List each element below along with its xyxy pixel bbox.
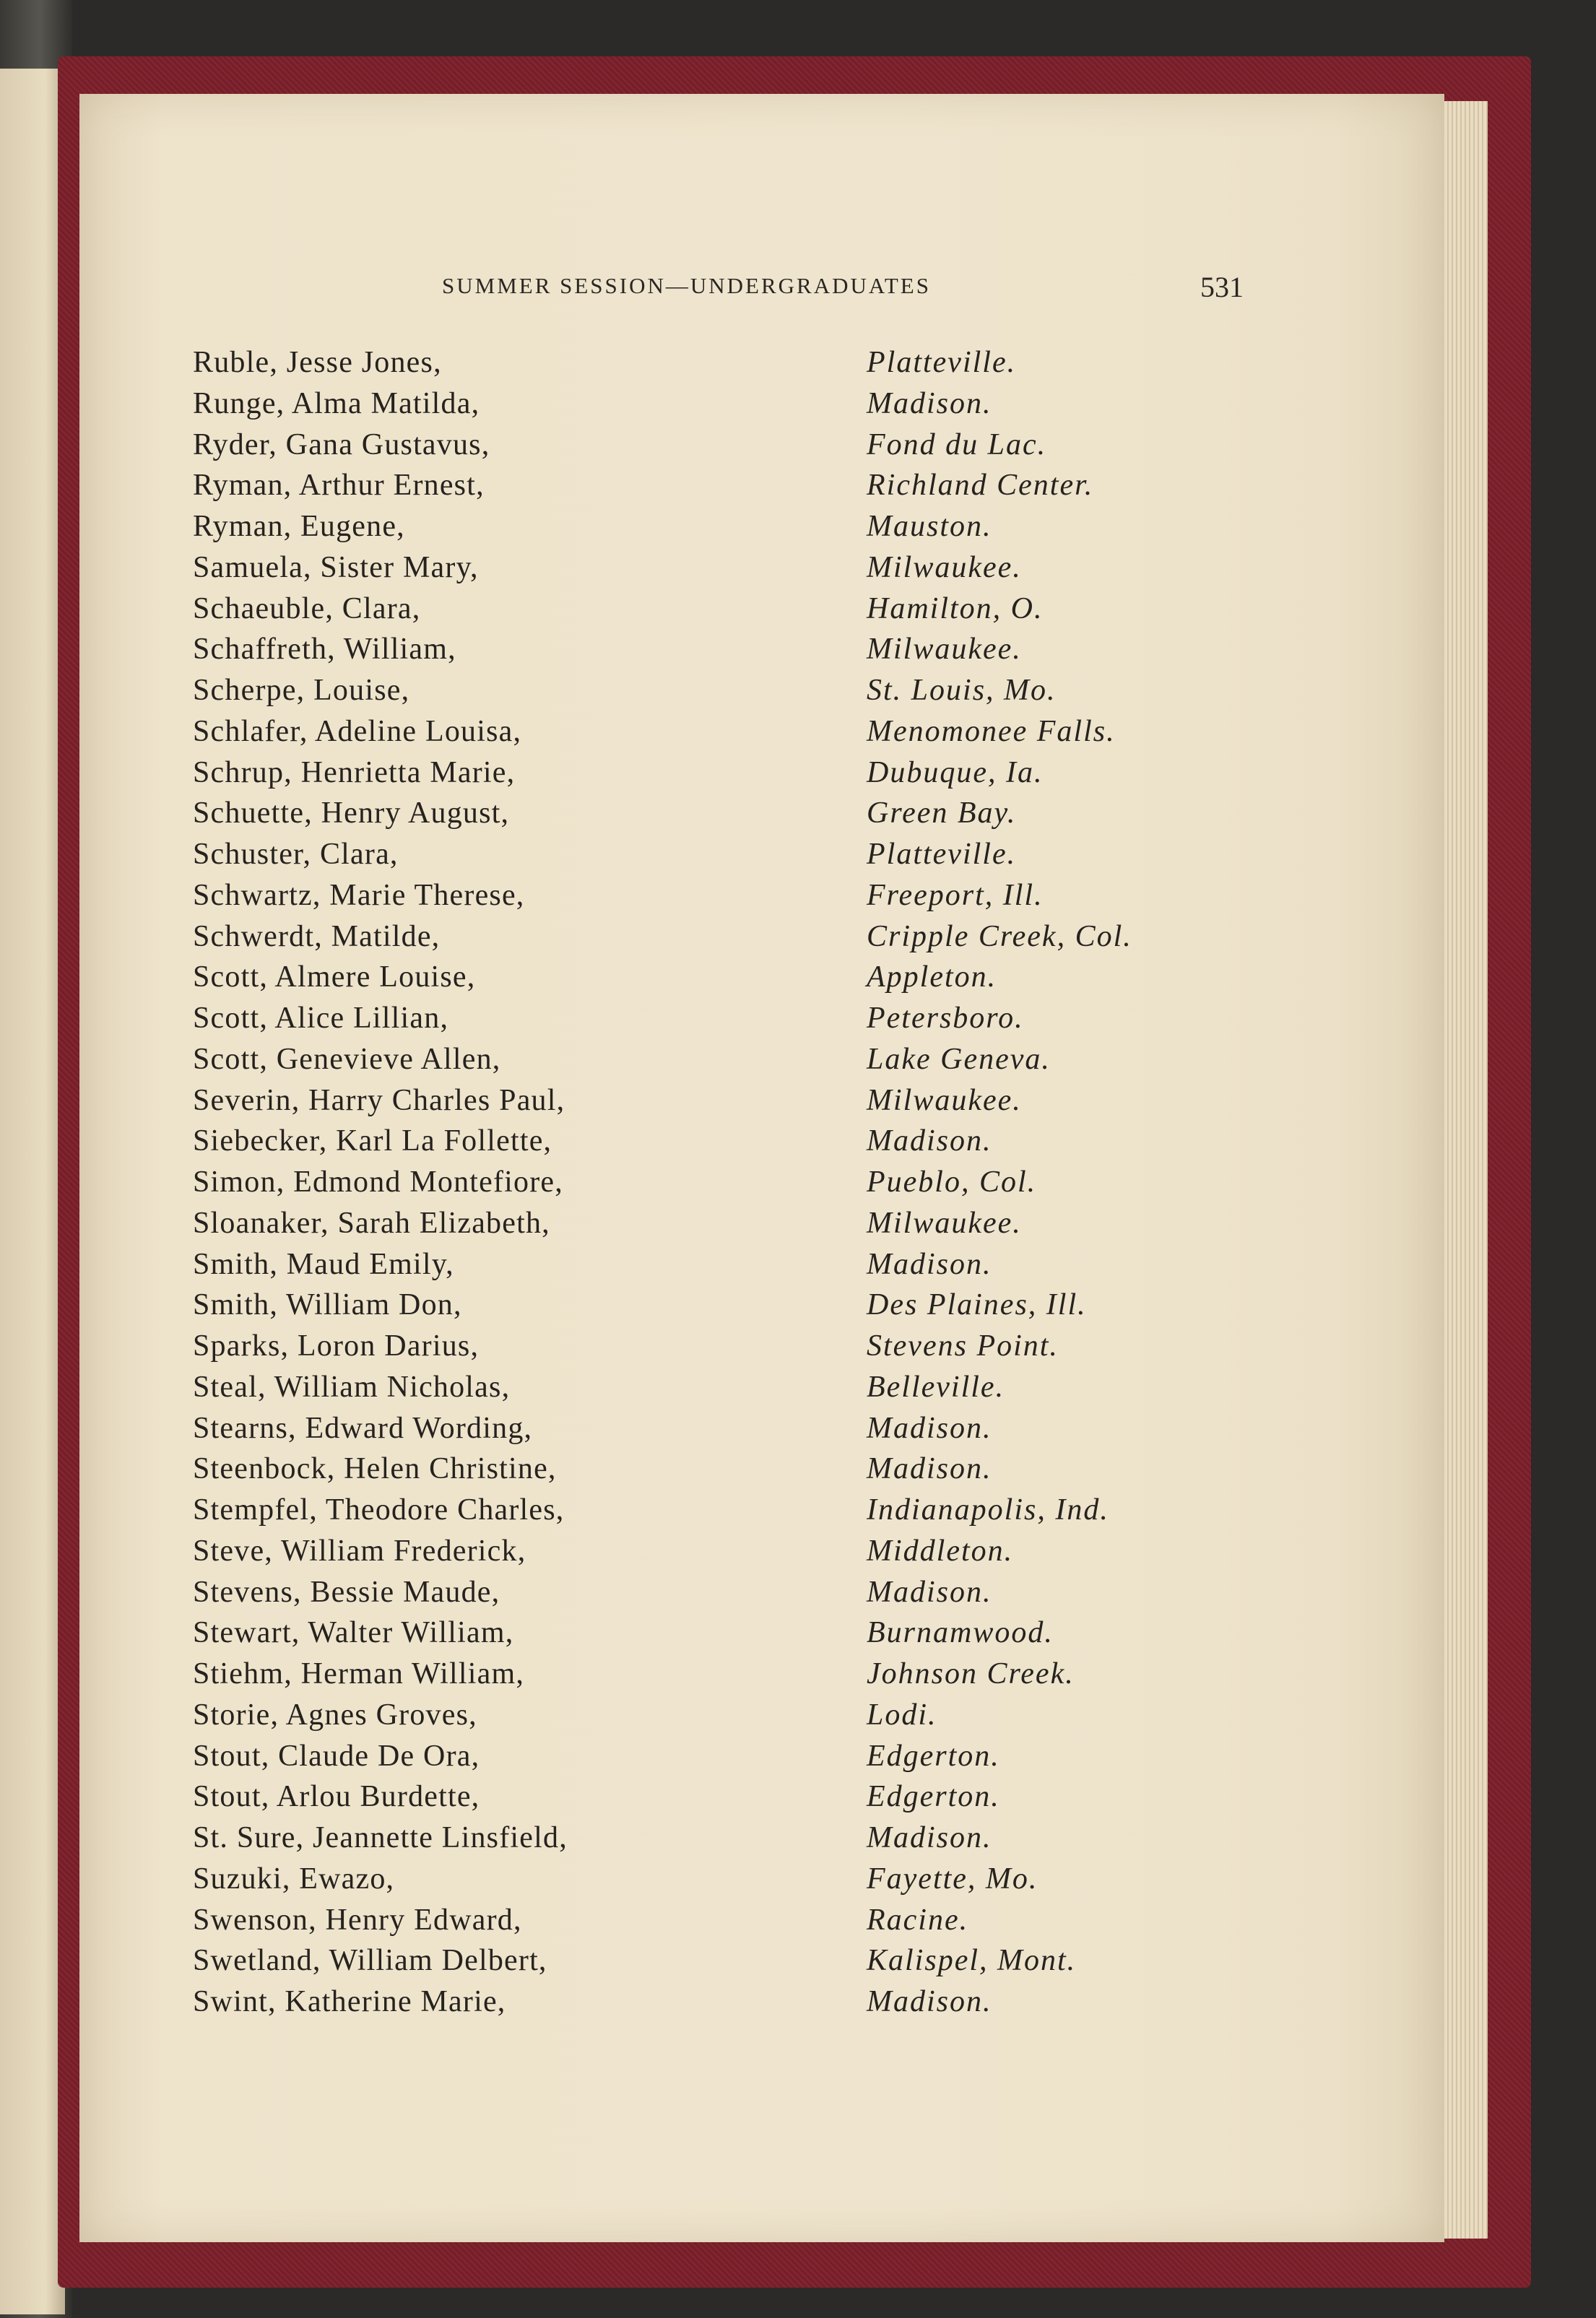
student-name: Smith, William Don, [193,1288,462,1322]
list-item [0,1943,1596,1984]
page-number: 531 [1200,271,1244,303]
student-hometown: Madison. [867,1821,992,1854]
student-name: Schwerdt, Matilde, [193,919,441,953]
student-hometown: Madison. [867,1411,992,1445]
student-hometown: Appleton. [867,960,997,994]
list-item [0,796,1596,837]
student-hometown: Hamilton, O. [867,591,1044,625]
student-hometown: Burnamwood. [867,1616,1054,1650]
student-name: Schuette, Henry August, [193,796,510,830]
student-name: Swetland, William Delbert, [193,1944,547,1978]
list-item [0,550,1596,591]
student-hometown: Lodi. [867,1698,937,1732]
list-item [0,1657,1596,1698]
student-name: Stempfel, Theodore Charles, [193,1493,565,1527]
student-name: Stiehm, Herman William, [193,1657,525,1690]
list-item [0,1083,1596,1124]
student-hometown: Indianapolis, Ind. [867,1493,1109,1527]
student-name: Swenson, Henry Edward, [193,1903,522,1937]
student-name: Sparks, Loron Darius, [193,1329,480,1363]
student-hometown: Milwaukee. [867,1083,1022,1117]
list-item [0,1001,1596,1042]
student-hometown: Belleville. [867,1370,1005,1404]
student-list [0,345,1596,2026]
student-name: Scott, Almere Louise, [193,960,476,994]
list-item [0,1451,1596,1493]
student-hometown: Platteville. [867,838,1017,871]
student-hometown: Madison. [867,1247,992,1281]
student-name: Sloanaker, Sarah Elizabeth, [193,1206,550,1240]
student-hometown: Menomonee Falls. [867,714,1116,748]
student-hometown: Racine. [867,1903,969,1937]
student-name: Swint, Katherine Marie, [193,1985,506,2018]
student-name: Severin, Harry Charles Paul, [193,1083,565,1117]
list-item [0,1042,1596,1083]
list-item [0,345,1596,386]
student-name: Stearns, Edward Wording, [193,1411,533,1445]
list-item [0,1575,1596,1616]
student-hometown: Stevens Point. [867,1329,1059,1363]
student-hometown: Madison. [867,1985,992,2018]
student-name: Schwartz, Marie Therese, [193,878,525,912]
student-name: Schaeuble, Clara, [193,591,421,625]
student-name: Schrup, Henrietta Marie, [193,755,516,789]
student-hometown: Freeport, Ill. [867,878,1044,912]
list-item [0,591,1596,633]
student-name: Ryder, Gana Gustavus, [193,427,490,461]
student-hometown: St. Louis, Mo. [867,674,1057,707]
student-name: Stevens, Bessie Maude, [193,1575,500,1609]
student-hometown: Cripple Creek, Col. [867,919,1132,953]
student-hometown: Richland Center. [867,469,1094,503]
list-item [0,1698,1596,1739]
student-hometown: Petersboro. [867,1002,1024,1035]
student-name: Ryman, Eugene, [193,510,405,543]
student-hometown: Mauston. [867,510,992,543]
list-item [0,427,1596,469]
list-item [0,1329,1596,1370]
student-name: Scott, Genevieve Allen, [193,1042,501,1076]
list-item [0,386,1596,427]
student-name: St. Sure, Jeannette Linsfield, [193,1821,568,1854]
student-name: Simon, Edmond Montefiore, [193,1165,563,1199]
list-item [0,1615,1596,1657]
list-item [0,1779,1596,1820]
list-item [0,1862,1596,1903]
student-hometown: Fayette, Mo. [867,1862,1038,1896]
student-hometown: Madison. [867,1575,992,1609]
list-item [0,509,1596,550]
list-item [0,468,1596,509]
running-title: SUMMER SESSION—UNDERGRADUATES [442,273,931,298]
student-name: Schuster, Clara, [193,838,399,871]
student-name: Samuela, Sister Mary, [193,550,479,584]
list-item [0,1984,1596,2026]
student-hometown: Kalispel, Mont. [867,1944,1077,1978]
student-hometown: Middleton. [867,1534,1014,1568]
list-item [0,714,1596,755]
student-hometown: Milwaukee. [867,550,1022,584]
list-item [0,1124,1596,1165]
list-item [0,1493,1596,1534]
list-item [0,1903,1596,1944]
student-name: Stout, Claude De Ora, [193,1739,480,1773]
list-item [0,632,1596,673]
student-name: Siebecker, Karl La Follette, [193,1124,552,1158]
student-name: Ryman, Arthur Ernest, [193,469,485,503]
student-name: Steve, William Frederick, [193,1534,526,1568]
list-item [0,1288,1596,1329]
list-item [0,1206,1596,1247]
student-hometown: Lake Geneva. [867,1042,1051,1076]
list-item [0,1739,1596,1780]
student-name: Runge, Alma Matilda, [193,386,480,420]
student-hometown: Edgerton. [867,1780,1000,1814]
student-hometown: Dubuque, Ia. [867,755,1044,789]
list-item [0,878,1596,919]
student-name: Schaffreth, William, [193,633,456,667]
student-name: Stout, Arlou Burdette, [193,1780,480,1814]
list-item [0,673,1596,714]
student-hometown: Des Plaines, Ill. [867,1288,1087,1322]
student-name: Steenbock, Helen Christine, [193,1452,557,1486]
student-hometown: Fond du Lac. [867,427,1047,461]
student-hometown: Platteville. [867,346,1017,379]
student-hometown: Milwaukee. [867,1206,1022,1240]
list-item [0,1247,1596,1288]
student-name: Stewart, Walter William, [193,1616,514,1650]
student-name: Steal, William Nicholas, [193,1370,511,1404]
list-item [0,1165,1596,1206]
list-item [0,755,1596,796]
student-hometown: Madison. [867,1124,992,1158]
student-name: Suzuki, Ewazo, [193,1862,395,1896]
list-item [0,1534,1596,1575]
student-hometown: Johnson Creek. [867,1657,1075,1690]
student-hometown: Madison. [867,386,992,420]
student-name: Scherpe, Louise, [193,674,410,707]
student-name: Scott, Alice Lillian, [193,1002,449,1035]
student-hometown: Edgerton. [867,1739,1000,1773]
student-name: Ruble, Jesse Jones, [193,346,442,379]
student-name: Smith, Maud Emily, [193,1247,454,1281]
list-item [0,1370,1596,1411]
list-item [0,1820,1596,1862]
student-hometown: Green Bay. [867,796,1017,830]
list-item [0,837,1596,878]
list-item [0,1411,1596,1452]
student-name: Schlafer, Adeline Louisa, [193,714,522,748]
student-hometown: Milwaukee. [867,633,1022,667]
student-hometown: Pueblo, Col. [867,1165,1037,1199]
student-name: Storie, Agnes Groves, [193,1698,477,1732]
student-hometown: Madison. [867,1452,992,1486]
list-item [0,919,1596,960]
list-item [0,960,1596,1001]
